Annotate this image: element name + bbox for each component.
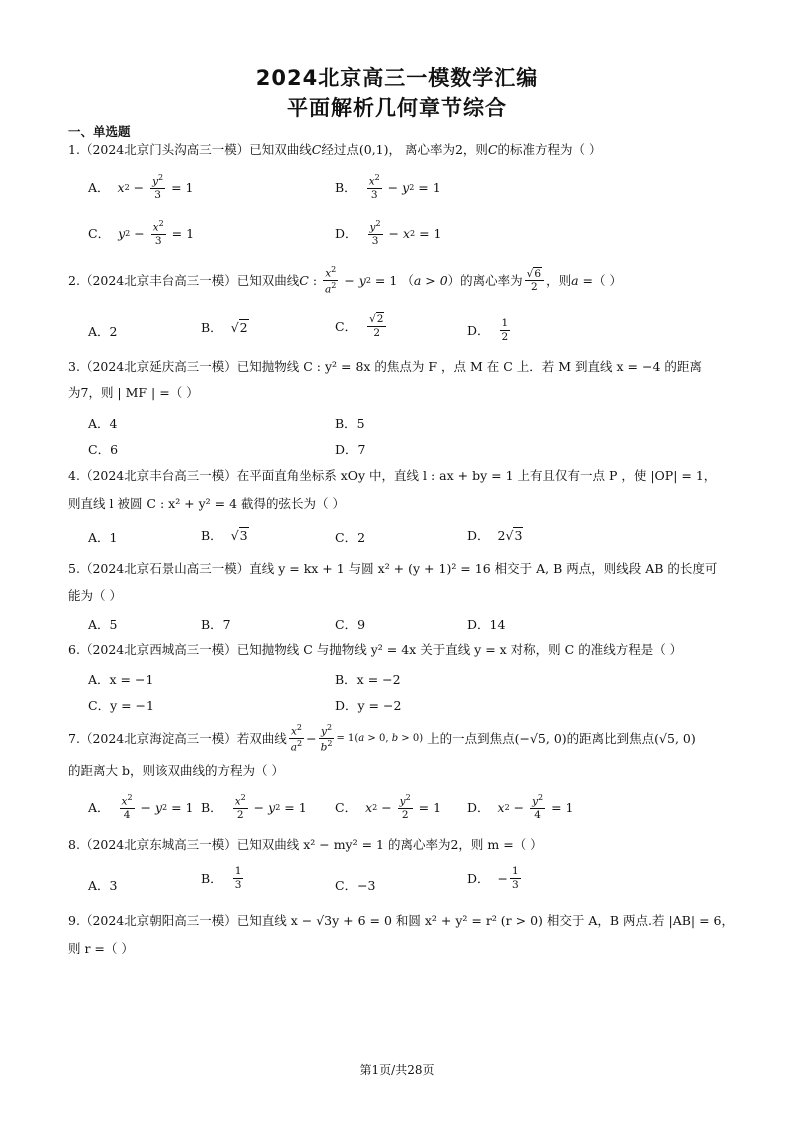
section-heading: 一、单选题 xyxy=(68,124,131,139)
q5-option-c: C．9 xyxy=(335,617,366,632)
question-9-stem: 9.（2024北京朝阳高三一模）已知直线 x − √3y + 6 = 0 和圆 x² + y² = r² (r > 0) 相交于 A，B 两点.若 |AB| = 6， xyxy=(68,913,734,928)
q8-option-c: C．−3 xyxy=(335,878,376,893)
page-title: 2024北京高三一模数学汇编 xyxy=(255,66,539,90)
q2-option-c: C． $\frac{√2}{2}$ xyxy=(335,314,388,338)
q7-option-c: C． x 2 − $\frac{y^2}{2}$ = 1 xyxy=(335,793,442,821)
q3-option-a: A．4 xyxy=(88,416,118,431)
question-3-stem-line2: 为7，则 | MF | =（ ） xyxy=(68,385,199,400)
q4-option-d: D． 2 √3 xyxy=(467,527,523,543)
q6-option-c: C．y = −1 xyxy=(88,698,154,713)
question-4-stem: 4.（2024北京丰台高三一模）在平面直角坐标系 xOy 中，直线 l : ax + by = 1 上有且仅有一点 P ，使 |OP| = 1， xyxy=(68,468,717,483)
q3-option-b: B．5 xyxy=(335,416,365,431)
page-footer: 第1页/共28页 xyxy=(359,1063,435,1077)
q6-option-a: A．x = −1 xyxy=(88,672,154,687)
q8-option-a: A．3 xyxy=(88,878,118,893)
question-3-stem: 3.（2024北京延庆高三一模）已知抛物线 C : y² = 8x 的焦点为 F ，点 M 在 C 上．若 M 到直线 x = −4 的距离 xyxy=(68,359,702,374)
question-9-stem-line2: 则 r =（ ） xyxy=(68,941,134,956)
q7-option-b: B． $\frac{x^2}{2}$ − y 2 = 1 xyxy=(201,793,307,821)
q5-option-a: A．5 xyxy=(88,617,118,632)
question-5-stem-line2: 能为（ ） xyxy=(68,588,122,603)
question-4-stem-line2: 则直线 l 被圆 C : x² + y² = 4 截得的弦长为（ ） xyxy=(68,496,346,511)
question-7-stem: 7. （2024北京海淀高三一模） 若双曲线 $\frac{x^2}{a^2}$ − $\frac{y^2}{b^2}$ = 1(a > 0, b > 0) 上的一点到焦点 (−√5, 0) 的距离比到焦点 (√5, 0) xyxy=(68,723,696,754)
question-5-stem: 5.（2024北京石景山高三一模）直线 y = kx + 1 与圆 x² + (y + 1)² = 16 相交于 A, B 两点，则线段 AB 的长度可 xyxy=(68,561,718,576)
q7-option-d: D． x 2 − $\frac{y^2}{4}$ = 1 xyxy=(467,793,574,821)
question-1-stem: 1.（2024北京门头沟高三一模）已知双曲线C经过点(0,1)， 离心率为2，则C的标准方程为（ ） xyxy=(68,142,602,157)
q3-option-c: C．6 xyxy=(88,442,119,457)
question-2-stem: 2. （2024北京丰台高三一模） 已知双曲线 C : $\frac{x^2}{a^2}$ − y 2 = 1 （ a > 0 ）的离心率为 $\frac{√6}{2}$ ，则 a = （ ） xyxy=(68,265,622,296)
q6-option-b: B．x = −2 xyxy=(335,672,401,687)
q5-option-b: B．7 xyxy=(201,617,231,632)
q1-option-b: B． $\frac{x^2}{3}$ − y 2 = 1 xyxy=(335,173,441,201)
q5-option-d: D．14 xyxy=(467,617,506,632)
question-7-stem-line2: 的距离大 b，则该双曲线的方程为（ ） xyxy=(68,763,284,778)
q7-option-a: A． $\frac{x^2}{4}$ − y 2 = 1 xyxy=(88,793,194,821)
q2-option-a: A．2 xyxy=(88,324,118,339)
q8-option-d: D． − $\frac{1}{3}$ xyxy=(467,865,519,891)
q4-option-b: B． √3 xyxy=(201,527,248,543)
q1-option-c: C． y 2 − $\frac{x^2}{3}$ = 1 xyxy=(88,219,195,247)
q4-option-c: C．2 xyxy=(335,530,366,545)
q6-option-d: D．y = −2 xyxy=(335,698,402,713)
q3-option-d: D．7 xyxy=(335,442,366,457)
page-subtitle: 平面解析几何章节综合 xyxy=(287,96,507,120)
question-8-stem: 8.（2024北京东城高三一模）已知双曲线 x² − my² = 1 的离心率为2，则 m =（ ） xyxy=(68,837,543,852)
q2-option-b: B． √2 xyxy=(201,319,248,335)
question-6-stem: 6.（2024北京西城高三一模）已知抛物线 C 与抛物线 y² = 4x 关于直线 y = x 对称，则 C 的准线方程是（ ） xyxy=(68,642,683,657)
q1-option-a: A． x 2 − $\frac{y^2}{3}$ = 1 xyxy=(88,173,194,201)
q2-option-d: D． $\frac{1}{2}$ xyxy=(467,317,509,343)
q1-option-d: D． $\frac{y^2}{3}$ − x 2 = 1 xyxy=(335,219,442,247)
q8-option-b: B． $\frac{1}{3}$ xyxy=(201,865,242,891)
q4-option-a: A．1 xyxy=(88,530,118,545)
